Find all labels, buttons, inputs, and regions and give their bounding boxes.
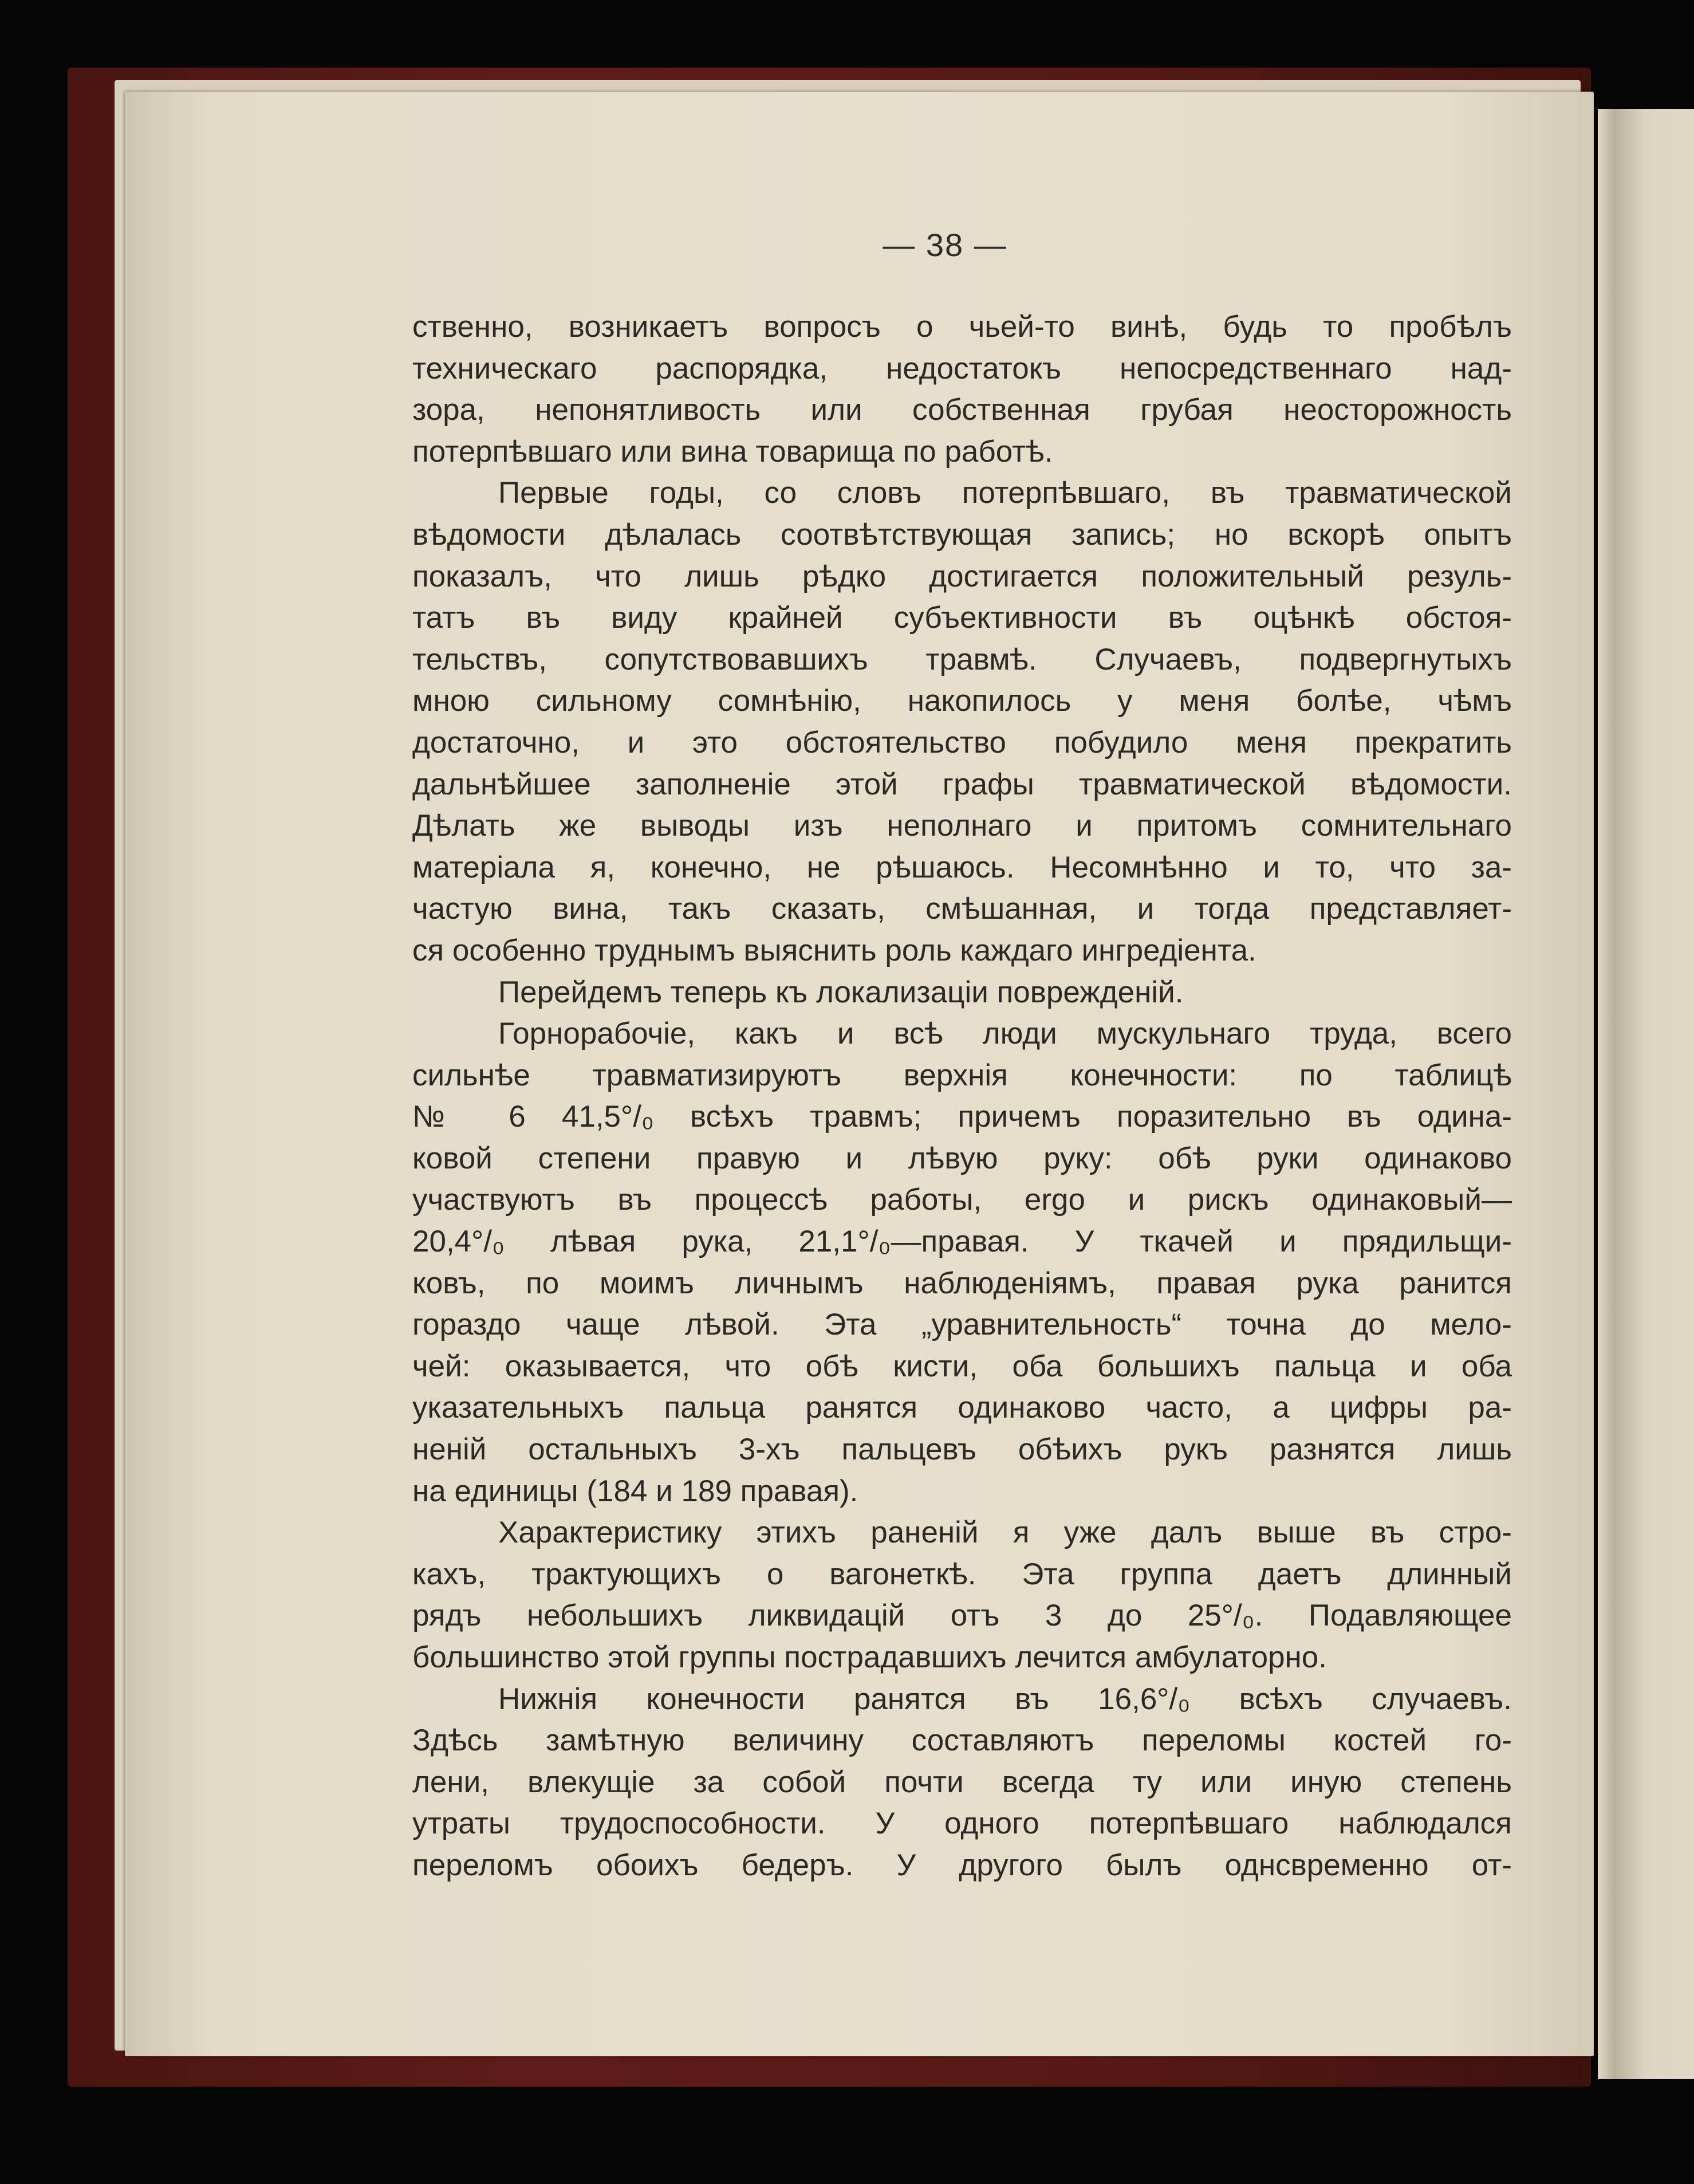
text-line: сильнѣе травматизируютъ верхнія конечности: по таблицѣ [412, 1058, 1512, 1092]
text-line: матеріала я, конечно, не рѣшаюсь. Несомнѣнно и то, что за- [412, 850, 1512, 884]
text-line: рядъ небольшихъ ликвидацій отъ 3 до 25°/₀. Подавляющее [412, 1599, 1512, 1633]
text-line: ся особенно труднымъ выяснить роль каждаго ингредіента. [412, 933, 1256, 967]
text-line: дальнѣйшее заполненіе этой графы травматической вѣдомости. [412, 767, 1512, 801]
text-line: участвуютъ въ процессѣ работы, ergo и рискъ одинаковый— [412, 1183, 1512, 1217]
page-number: — 38 — [883, 227, 1007, 263]
text-line: Здѣсь замѣтную величину составляютъ переломы костей го- [412, 1723, 1512, 1758]
text-line: зора, непонятливость или собственная грубая неосторожность [412, 393, 1512, 427]
text-line: мною сильному сомнѣнію, накопилось у меня болѣе, чѣмъ [412, 684, 1512, 718]
text-line: Горнорабочіе, какъ и всѣ люди мускульнаго труда, всего [498, 1017, 1512, 1051]
facing-page-edge [1614, 109, 1694, 2079]
text-line: частую вина, такъ сказать, смѣшанная, и тогда представляет- [412, 892, 1512, 926]
text-line: татъ въ виду крайней субъективности въ оцѣнкѣ обстоя- [412, 601, 1512, 635]
text-line: указательныхъ пальца ранятся одинаково часто, а цифры ра- [412, 1391, 1512, 1425]
text-line: неній остальныхъ 3-хъ пальцевъ обѣихъ рукъ разнятся лишь [412, 1433, 1512, 1467]
text-line: техническаго распорядка, недостатокъ непосредственнаго над- [412, 351, 1512, 385]
text-line: ственно, возникаетъ вопросъ о чьей-то винѣ, будь то пробѣлъ [412, 310, 1512, 344]
text-line: Перейдемъ теперь къ локализаціи поврежденій. [498, 975, 1184, 1009]
text-line: на единицы (184 и 189 правая). [412, 1474, 858, 1508]
text-line: Характеристику этихъ раненій я уже далъ выше въ стро- [498, 1516, 1512, 1550]
text-line: лени, влекущіе за собой почти всегда ту или иную степень [412, 1765, 1512, 1799]
text-line: переломъ обоихъ бедеръ. У другого былъ однсвременно от- [412, 1848, 1512, 1882]
text-line: ковой степени правую и лѣвую руку: обѣ руки одинаково [412, 1141, 1512, 1175]
text-line: Первые годы, со словъ потерпѣвшаго, въ травматической [498, 476, 1512, 510]
text-line: Нижнія конечности ранятся въ 16,6°/₀ всѣхъ случаевъ. [498, 1682, 1512, 1716]
text-line: ковъ, по моимъ личнымъ наблюденіямъ, правая рука ранится [412, 1266, 1512, 1300]
text-line: показалъ, что лишь рѣдко достигается положительный резуль- [412, 559, 1512, 593]
body-text [412, 306, 1512, 1887]
text-line: Дѣлать же выводы изъ неполнаго и притомъ сомнительнаго [412, 809, 1512, 843]
text-line: кахъ, трактующихъ о вагонеткѣ. Эта группа даетъ длинный [412, 1557, 1512, 1591]
text-line: вѣдомости дѣлалась соотвѣтствующая запись; но вскорѣ опытъ [412, 517, 1512, 552]
text-line: чей: оказывается, что обѣ кисти, оба большихъ пальца и оба [412, 1349, 1512, 1383]
text-line: утраты трудоспособности. У одного потерпѣвшаго наблюдался [412, 1807, 1512, 1841]
text-line: № 6 41,5°/₀ всѣхъ травмъ; причемъ поразительно въ одина- [412, 1100, 1512, 1134]
text-line: гораздо чаще лѣвой. Эта „уравнительность“ точна до мело- [412, 1308, 1512, 1342]
text-line: потерпѣвшаго или вина товарища по работѣ. [412, 434, 1053, 469]
text-line: тельствъ, сопутствовавшихъ травмѣ. Случаевъ, подвергнутыхъ [412, 642, 1512, 676]
text-line: достаточно, и это обстоятельство побудило меня прекратить [412, 725, 1512, 760]
text-line: 20,4°/₀ лѣвая рука, 21,1°/₀—правая. У ткачей и прядильщи- [412, 1225, 1512, 1259]
text-line: большинство этой группы пострадавшихъ лечится амбулаторно. [412, 1640, 1327, 1674]
